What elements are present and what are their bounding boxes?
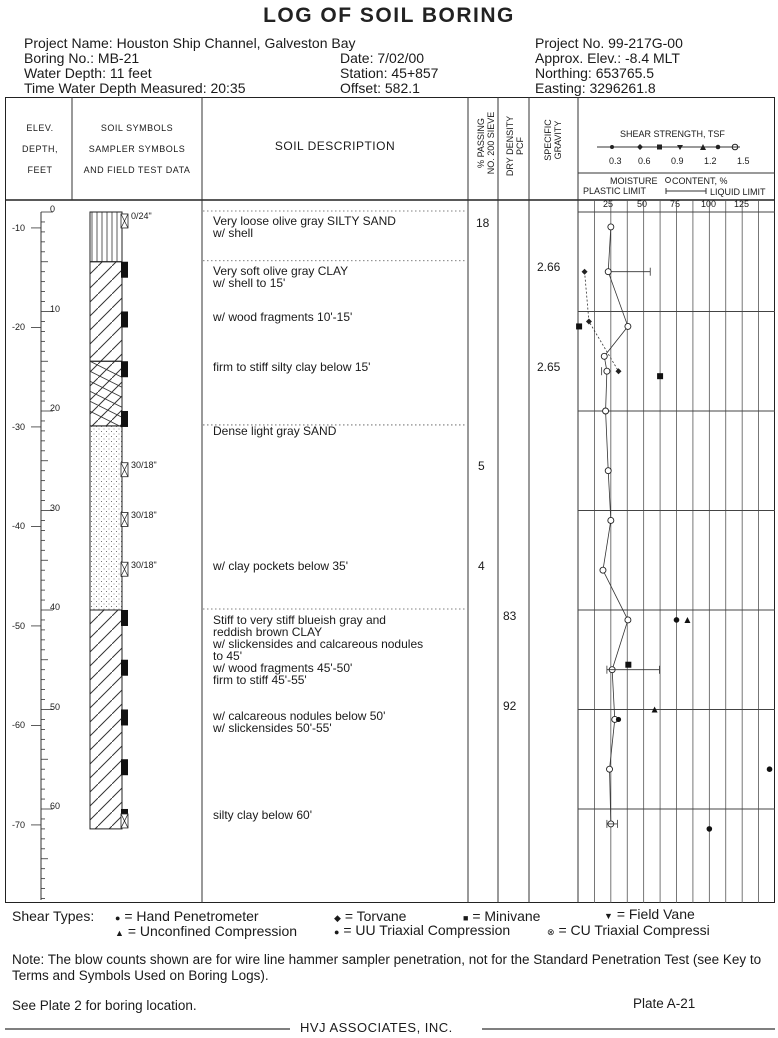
sampler-tube-marker xyxy=(121,759,128,775)
specific-gravity-value-1: 2.66 xyxy=(537,260,561,274)
legend-hand-icon: ● xyxy=(115,913,121,923)
moisture-tick-3: 100 xyxy=(701,199,717,209)
legend-uu-icon: ● xyxy=(334,927,340,937)
legend-uu xyxy=(334,922,510,938)
sampler-tube-marker xyxy=(121,610,128,626)
moisture-content-point xyxy=(605,269,611,275)
passing-label-2: NO. 200 SIEVE xyxy=(486,111,496,175)
soil-column xyxy=(90,212,128,829)
layer-stiff-clay xyxy=(90,610,122,829)
easting: Easting: 3296261.8 xyxy=(535,80,656,96)
unconfined-compression-point xyxy=(684,617,690,623)
torvane-point xyxy=(586,318,592,324)
legend-minivane-icon: ■ xyxy=(463,913,469,923)
elev-label: -20 xyxy=(12,322,26,333)
sampler-tube-marker xyxy=(121,361,128,377)
plate-reference: See Plate 2 for boring location. xyxy=(12,998,197,1013)
depth-label: DEPTH, xyxy=(21,144,58,154)
desc-9 xyxy=(213,809,312,821)
soil-symbols-label: SOIL SYMBOLS xyxy=(100,123,174,133)
blow-count-3: 30/18" xyxy=(131,510,157,520)
legend-hand xyxy=(115,908,259,924)
desc-7 xyxy=(213,614,423,686)
legend-torvane-text: = Torvane xyxy=(344,908,407,924)
date: Date: 7/02/00 xyxy=(340,50,425,66)
hand-penetrometer-point xyxy=(707,826,713,832)
desc-7-line-2: reddish brown CLAY xyxy=(213,625,323,639)
legend-cu xyxy=(547,922,710,938)
station: Station: 45+857 xyxy=(340,65,439,81)
desc-7-line-6: firm to stiff 45'-55' xyxy=(213,673,307,687)
dry-density-value-1: 83 xyxy=(503,609,517,623)
desc-8-line-2: w/ slickensides 50'-55' xyxy=(213,721,332,735)
depth-label: 0 xyxy=(50,204,56,214)
content-label: CONTENT, % xyxy=(672,176,728,186)
feet-label: FEET xyxy=(27,165,53,175)
blow-count-4: 30/18" xyxy=(131,560,157,570)
elev-label: -70 xyxy=(12,819,26,830)
legend-unconfined-text: = Unconfined Compression xyxy=(127,923,298,939)
elev-label: ELEV. xyxy=(26,123,54,133)
liquid-limit-label: LIQUID LIMIT xyxy=(710,187,766,197)
sampler-symbols-label: SAMPLER SYMBOLS xyxy=(88,144,186,154)
elev-label: -60 xyxy=(12,720,26,731)
desc-6 xyxy=(213,560,348,572)
approx-elev: Approx. Elev.: -8.4 MLT xyxy=(535,50,680,66)
layer-sand xyxy=(90,426,122,610)
chart-marks xyxy=(576,224,772,832)
log-title: LOG OF SOIL BORING xyxy=(263,4,515,27)
dry-density-value-2: 92 xyxy=(503,699,517,713)
depth-label: 30 xyxy=(50,502,61,513)
minivane-point xyxy=(625,662,631,668)
legend-unconfined xyxy=(115,923,297,939)
desc-7-line-5: w/ wood fragments 45'-50' xyxy=(213,661,353,675)
footer-company: HVJ ASSOCIATES, INC. xyxy=(300,1020,453,1035)
desc-7-line-1: Stiff to very stiff blueish gray and xyxy=(213,613,386,627)
moisture-tick-2: 75 xyxy=(670,199,681,209)
desc-8-line-1: w/ calcareous nodules below 50' xyxy=(213,709,386,723)
moisture-content-point xyxy=(601,353,607,359)
depth-label: 50 xyxy=(50,701,61,712)
legend-cu-icon: ⊗ xyxy=(547,927,555,937)
shear-tick-0: 0.3 xyxy=(609,156,622,166)
legend-uu-text: = UU Triaxial Compression xyxy=(343,922,511,938)
desc-5-line-1: Dense light gray SAND xyxy=(213,424,337,438)
note: Note: The blow counts shown are for wire line hammer sampler penetration, not for the Standard Penetration Test (see Key to Terms and Symbols Used on Boring Logs). xyxy=(12,952,762,983)
moisture-content-point xyxy=(603,408,609,414)
specific-label-1: SPECIFIC xyxy=(543,119,553,161)
project-no: Project No. 99-217G-00 xyxy=(535,35,683,51)
moisture-tick-0: 25 xyxy=(603,199,614,209)
boring-no: Boring No.: MB-21 xyxy=(24,50,140,66)
passing-value-3: 4 xyxy=(478,559,485,573)
elev-label: -50 xyxy=(12,620,26,631)
sampler-tube-marker xyxy=(121,660,128,676)
sampler-tube-marker xyxy=(121,262,128,278)
torvane-point xyxy=(615,368,621,374)
passing-label-1: % PASSING xyxy=(476,118,486,168)
field-test-label: AND FIELD TEST DATA xyxy=(83,165,191,175)
elev-label: -30 xyxy=(12,421,26,432)
passing-value-2: 5 xyxy=(478,459,485,473)
legend-hand-text: = Hand Penetrometer xyxy=(124,908,259,924)
shear-tick-2: 0.9 xyxy=(671,156,684,166)
shear-tick-1: 0.6 xyxy=(638,156,651,166)
layer-silty-sand xyxy=(90,212,122,262)
hand-penetrometer-point xyxy=(767,766,773,772)
shear-key-torvane xyxy=(637,144,643,150)
desc-1 xyxy=(213,215,396,239)
moisture-content-point xyxy=(600,567,606,573)
legend-cu-text: = CU Triaxial Compressi xyxy=(558,922,710,938)
desc-1-line-2: w/ shell xyxy=(213,226,254,240)
plastic-limit-label: PLASTIC LIMIT xyxy=(583,186,647,196)
desc-6-line-1: w/ clay pockets below 35' xyxy=(213,559,349,573)
desc-2-line-1: Very soft olive gray CLAY xyxy=(213,264,349,278)
uu-triaxial-point xyxy=(616,717,621,722)
depth-label: 20 xyxy=(50,403,61,413)
desc-7-line-4: to 45' xyxy=(213,649,242,663)
moisture-content-point xyxy=(605,468,611,474)
desc-7-line-3: w/ slickensides and calcareous nodules xyxy=(213,637,424,651)
water-depth: Water Depth: 11 feet xyxy=(24,65,152,81)
moisture-content-line xyxy=(603,227,628,824)
moisture-content-point xyxy=(625,617,631,623)
desc-8 xyxy=(213,710,385,734)
passing-value-1: 18 xyxy=(476,216,490,230)
legend-field-vane-icon: ▼ xyxy=(604,911,613,921)
desc-5 xyxy=(213,425,336,437)
depth-scale xyxy=(31,212,53,900)
shear-tick-4: 1.5 xyxy=(737,156,750,166)
minivane-point xyxy=(657,373,663,379)
desc-2-line-2: w/ shell to 15' xyxy=(213,276,286,290)
moisture-tick-1: 50 xyxy=(637,199,648,209)
moisture-content-point xyxy=(607,766,613,772)
moisture-content-point xyxy=(608,224,614,230)
minivane-point xyxy=(576,323,582,329)
layer-clay xyxy=(90,262,122,362)
project-name: Project Name: Houston Ship Channel, Galveston Bay xyxy=(24,35,356,51)
sampler-tube-marker xyxy=(121,311,128,327)
shear-key-minivane xyxy=(657,145,662,150)
moisture-key-circle xyxy=(666,178,671,183)
dry-density-label-2: PCF xyxy=(515,137,525,155)
northing: Northing: 653765.5 xyxy=(535,65,655,81)
legend-unconfined-icon: ▲ xyxy=(115,928,124,938)
shear-key-uu xyxy=(716,145,721,150)
hand-penetrometer-point xyxy=(674,617,680,623)
sampler-tube-marker xyxy=(121,709,128,725)
legend-field-vane-text: = Field Vane xyxy=(616,906,695,922)
legend-torvane-icon: ◆ xyxy=(334,913,341,923)
torvane-point xyxy=(582,269,588,275)
desc-4 xyxy=(213,361,370,373)
specific-label-2: GRAVITY xyxy=(553,120,563,160)
blow-count-2: 30/18" xyxy=(131,460,157,470)
dry-density-label-1: DRY DENSITY xyxy=(505,115,515,177)
depth-label: 40 xyxy=(50,602,61,612)
desc-4-line-1: firm to stiff silty clay below 15' xyxy=(213,360,371,374)
desc-3 xyxy=(213,311,352,323)
shear-tick-3: 1.2 xyxy=(704,156,717,166)
desc-3-line-1: w/ wood fragments 10'-15' xyxy=(213,310,353,324)
shear-strength-label: SHEAR STRENGTH, TSF xyxy=(620,129,725,139)
legend-field-vane xyxy=(604,906,695,922)
moisture-tick-4: 125 xyxy=(734,199,750,209)
desc-2 xyxy=(213,265,348,289)
offset: Offset: 582.1 xyxy=(340,80,420,96)
blow-count-1: 0/24" xyxy=(131,211,152,221)
legend-minivane-text: = Minivane xyxy=(472,908,541,924)
depth-label: 60 xyxy=(50,801,61,811)
sampler-tube-marker xyxy=(121,411,128,427)
desc-9-line-1: silty clay below 60' xyxy=(213,808,312,822)
depth-label: 10 xyxy=(50,303,61,314)
time-water-depth: Time Water Depth Measured: 20:35 xyxy=(24,80,246,96)
elev-label: -10 xyxy=(12,222,26,233)
elev-label: -40 xyxy=(12,521,26,532)
moisture-label: MOISTURE xyxy=(610,176,658,186)
plate-number: Plate A-21 xyxy=(633,996,696,1011)
moisture-content-point xyxy=(625,323,631,329)
shear-key-hand xyxy=(610,145,614,149)
legend-label: Shear Types: xyxy=(12,908,95,924)
chart-grid xyxy=(578,200,775,903)
specific-gravity-value-2: 2.65 xyxy=(537,360,561,374)
desc-1-line-1: Very loose olive gray SILTY SAND xyxy=(213,214,396,228)
soil-description-header: SOIL DESCRIPTION xyxy=(274,139,396,153)
moisture-content-point xyxy=(608,517,614,523)
moisture-content-point xyxy=(604,368,610,374)
